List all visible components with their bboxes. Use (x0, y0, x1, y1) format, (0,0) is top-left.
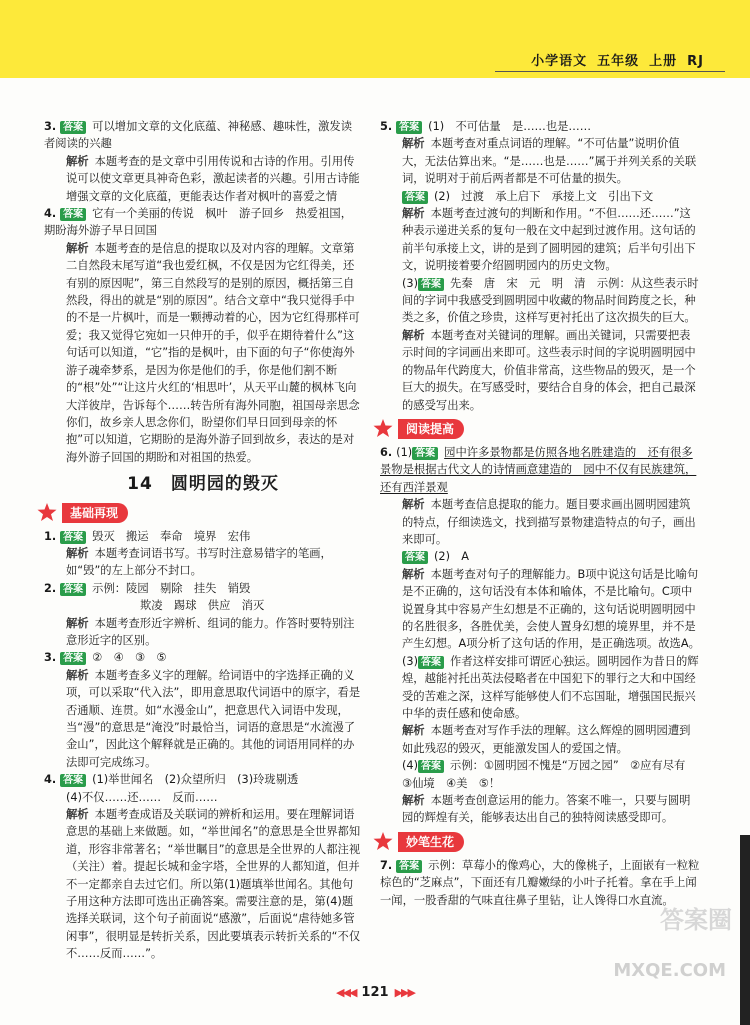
arrow-right-icon: ▶▶▶ (394, 986, 414, 999)
analysis-text: 本题考查对关键词的理解。画出关键词，只需要把表示时间的字词画出来即可。这些表示时间的字说明圆明园中的物品年代跨度大，价值非常高，这些物品的毁灭，是一个巨大的损失。在写感受时，要结合自身的体会，把自己最深的感受写出来。 (402, 328, 696, 412)
analysis-6-2 (380, 566, 700, 653)
header-info (521, 50, 704, 69)
answer-text: 它有一个美丽的传说 枫叶 游子回乡 热爱祖国，期盼海外游子早日回国 (44, 207, 352, 238)
header-edition: RJ (687, 54, 704, 69)
analysis-label: 解析 (66, 616, 89, 630)
analysis-5-1 (380, 135, 700, 187)
question-4b (44, 771, 362, 788)
question-number: 2. (44, 581, 57, 595)
answer-text: ② ④ ③ ⑤ (92, 651, 167, 665)
answer-tag: 答案 (60, 531, 86, 544)
analysis-text: 本题考查词语书写。书写时注意易错字的笔画，如“毁”的左上部分不封口。 (66, 546, 332, 578)
page-number: 121 (361, 985, 389, 1000)
analysis-4 (44, 240, 362, 466)
analysis-label: 解析 (66, 154, 89, 168)
question-number: 3. (44, 120, 57, 133)
question-3 (44, 118, 362, 153)
arrow-left-icon: ◀◀◀ (336, 986, 356, 999)
answer-tag: 答案 (418, 278, 444, 291)
runner-icon (36, 502, 62, 524)
runner-icon (372, 831, 398, 853)
analysis-text: 本题考查形近字辨析、组词的能力。作答时要特别注意形近字的区别。 (66, 616, 355, 647)
question-number: 6. (380, 445, 393, 459)
section-basic (36, 502, 362, 524)
analysis-label: 解析 (66, 546, 89, 560)
page-footer (0, 985, 750, 1000)
analysis-2 (44, 615, 362, 650)
analysis-label: 解析 (402, 137, 425, 151)
analysis-label: 解析 (66, 808, 89, 822)
answer-6-3 (380, 653, 700, 723)
answer-6-4 (380, 757, 700, 792)
answer-5-2 (380, 188, 700, 205)
answer-6-2 (380, 548, 700, 565)
analysis-text: 本题考查的是文章中引用传说和古诗的作用。引用传说可以使文章更具神奇色彩，激起读者的兴趣。引用古诗能增强文章的文化底蕴，更能表达作者对枫叶的喜爱之情 (66, 154, 360, 203)
question-3b (44, 649, 362, 666)
question-number: 4. (44, 773, 57, 787)
answer-text: 毁灭 搬运 奉命 境界 宏伟 (92, 529, 251, 543)
answer-tag: 答案 (418, 760, 444, 773)
analysis-text: 本题考查过渡句的判断和作用。“不但……还……”这种表示递进关系的复句一般在文中起到过渡作用。这句话的前半句承接上文，讲的是到了圆明园的建筑；后半句引出下文，说明接着要介绍圆明园内的历史文物。 (402, 207, 696, 273)
analysis-text: 本题考查创意运用的能力。答案不唯一，只要与圆明园的辉煌有关，能够表达出自己的独特阅读感受即可。 (402, 794, 691, 825)
answer-text: 示例：陵园 剔除 挂失 销毁 (92, 581, 251, 595)
answer-tag: 答案 (60, 121, 86, 134)
section-label: 基础再现 (62, 503, 128, 523)
question-2 (44, 580, 362, 597)
watermark-url: MXQE.COM (613, 960, 726, 981)
answer-text: 示例：草莓小的像鸡心，大的像桃子，上面嵌有一粒粒棕色的“芝麻点”，下面还有几瓣嫩绿的小叶子托着。拿在手上闻一闻，一股香甜的气味直往鼻子里钻，让人馋得口水直流。 (380, 858, 700, 907)
question-6 (380, 444, 700, 496)
sub-number: (4) (402, 759, 419, 773)
analysis-label: 解析 (402, 207, 425, 221)
header-grade: 五年级 (597, 54, 640, 69)
question-5 (380, 118, 700, 135)
sub-number: (3) (402, 276, 419, 290)
question-number: 4. (44, 207, 57, 221)
analysis-text: 本题考查多义字的理解。给词语中的字选择正确的义项，可以采取“代入法”，即用意思取代词语中的原字，看是否通顺、连贯。如“水漫金山”，把意思代入词语中发现，当“漫”的意思是“淹没”时最恰当，词语的意思是“水流漫了金山”，因此这个解释就是正确的。其他的词语用同样的办法即可完成练习。 (66, 668, 361, 769)
analysis-label: 解析 (66, 241, 89, 255)
question-number: 1. (44, 529, 57, 543)
question-1 (44, 528, 362, 545)
answer-text: 作者这样安排可谓匠心独运。圆明园作为昔日的辉煌，越能衬托出英法侵略者在中国犯下的罪行之大和中国经受的苦难之深，这样写能够使人们不忘国耻，增强国民振兴中华的责任感和使命感。 (402, 654, 699, 720)
analysis-5-2 (380, 205, 700, 275)
answer-tag: 答案 (402, 191, 428, 204)
answer-text: (1) 不可估量 是……也是…… (428, 120, 592, 133)
answer-tag: 答案 (60, 774, 86, 787)
analysis-3 (44, 153, 362, 205)
analysis-text: 本题考查对写作手法的理解。这么辉煌的圆明园遭到如此残忍的毁灭，更能激发国人的爱国之情。 (402, 724, 691, 755)
analysis-3b (44, 667, 362, 771)
right-column (380, 118, 700, 909)
analysis-text: 本题考查的是信息的提取以及对内容的理解。文章第二自然段末尾写道“我也爱红枫，不仅是因为它红得美，还有别的原因呢”，第三自然段写的是别的原因，概括第三自然段，得出的就是“别的原因”。结合文章中“我只觉得手中的不是一片枫叶，而是一颗搏动着的心，因为它红得那样可爱；我又觉得它宛如一只伸开的手，似乎在期待着什么”这句话可以知道，“它”指的是枫叶，由下面的句子“你使海外游子魂牵梦系，是因为你是他们的手，你是他们割不断的“根”处”“让这片火红的‘相思叶’，从天平山麓的枫林飞向大洋彼岸，告诉每个……转告所有海外同胞，祖国母亲思念你们，故乡亲人思念你们，盼望你们早日回到母亲的怀抱”可以知道，它期盼的是海外游子回到故乡，表达的是对海外游子回国的期盼和对祖国的热爱。 (66, 241, 360, 464)
answer-tag: 答案 (396, 121, 422, 134)
analysis-label: 解析 (402, 498, 425, 512)
analysis-text: 本题考查对重点词语的理解。“不可估量”说明价值大，无法估算出来。“是……也是……”属于并列关系的关联词，说明对于前后两者都是不可估量的损失。 (402, 137, 697, 186)
analysis-6-3 (380, 722, 700, 757)
section-writing (372, 831, 700, 853)
analysis-5-3 (380, 327, 700, 414)
answer-5-3 (380, 275, 700, 327)
analysis-6-1 (380, 496, 700, 548)
section-label: 妙笔生花 (398, 832, 464, 852)
answer-tag: 答案 (60, 652, 86, 665)
analysis-1 (44, 545, 362, 580)
answer-tag: 答案 (60, 583, 86, 596)
analysis-text: 本题考查信息提取的能力。题目要求画出圆明园建筑的特点，仔细读选文，找到描写景物建造特点的句子，画出来即可。 (402, 498, 696, 546)
left-column (44, 118, 362, 963)
answer-tag: 答案 (396, 860, 422, 873)
watermark-logo: 答案圈 (660, 906, 732, 934)
answer-tag: 答案 (402, 551, 428, 564)
page-edge (740, 835, 750, 1025)
analysis-label: 解析 (402, 567, 425, 581)
question-number: 3. (44, 651, 57, 665)
question-number: 7. (380, 858, 393, 872)
answer-text: (2) A (434, 550, 470, 564)
analysis-4b (44, 806, 362, 963)
answer-2-line2: 欺凌 踢球 供应 消灭 (140, 599, 265, 613)
answer-text: (2) 过渡 承上启下 承接上文 引出下文 (434, 189, 654, 203)
lesson-title: 14 圆明园的毁灭 (127, 474, 279, 495)
answer-tag: 答案 (418, 656, 444, 669)
answer-text: 园中许多景物都是仿照各地名胜建造的 还有很多景物是根据古代文人的诗情画意建造的 园中不仅有民族建筑，还有西洋景观 (380, 445, 697, 494)
answer-text: 示例：①圆明园不愧是“万园之园” ②应有尽有 ③仙境 ④美 ⑤！ (402, 759, 697, 790)
analysis-text: 本题考查成语及关联词的辨析和运用。要在理解词语意思的基础上来做题。如，“举世闻名”的意思是全世界都知道，形容非常著名；“举世瞩目”的意思是全世界的人都注视（关注）着。提起长城和金字塔，全世界的人都知道，但并不一定都亲自去过它们。所以第(1)题填举世闻名。其他句子用这种方法即可选出正确答案。需要注意的是，第(4)题选择关联词，这个句子前面说“感激”，后面说“虐待她多管闲事”，很明显是转折关系，因此要填表示转折关系的“不仅不……反而……”。 (66, 808, 361, 961)
analysis-text: 本题考查对句子的理解能力。B项中说这句话是比喻句是不正确的，这句话没有本体和喻体，不是比喻句。C项中说置身其中容易产生幻想是不正确的，这句话说明圆明园中的名胜很多，各胜优美，会使人置身幻想的境界里，并不是产生幻想。A项分析了这句话的作用，是正确选项。故选A。 (402, 567, 700, 651)
analysis-label: 解析 (66, 668, 89, 682)
answer-text: (1)举世闻名 (2)众望所归 (3)玲珑剔透 (92, 773, 299, 787)
answer-text: 先秦 唐 宋 元 明 清 示例：从这些表示时间的字词中我感受到圆明园中收藏的物品时间跨度之长，种类之多，价值之珍贵，这样写更衬托出了这次损失的巨大。 (402, 276, 699, 325)
section-label: 阅读提高 (398, 419, 464, 439)
header-rule (495, 71, 725, 72)
answer-tag: 答案 (60, 208, 86, 221)
analysis-label: 解析 (402, 724, 425, 738)
analysis-6-4 (380, 792, 700, 827)
question-4 (44, 205, 362, 240)
answer-4b-line2: (4)不仅……还…… 反而…… (66, 790, 218, 804)
sub-number: (3) (402, 654, 419, 668)
sub-number: (1) (396, 445, 413, 459)
answer-text: 可以增加文章的文化底蕴、神秘感、趣味性，激发读者阅读的兴趣 (44, 120, 352, 151)
analysis-label: 解析 (402, 328, 425, 342)
header-volume: 上册 (649, 54, 678, 69)
question-7 (380, 857, 700, 909)
analysis-label: 解析 (402, 794, 425, 808)
header-subject: 小学语文 (531, 54, 588, 69)
answer-tag: 答案 (412, 447, 438, 460)
runner-icon (372, 418, 398, 440)
question-number: 5. (380, 120, 393, 133)
section-reading (372, 418, 700, 440)
